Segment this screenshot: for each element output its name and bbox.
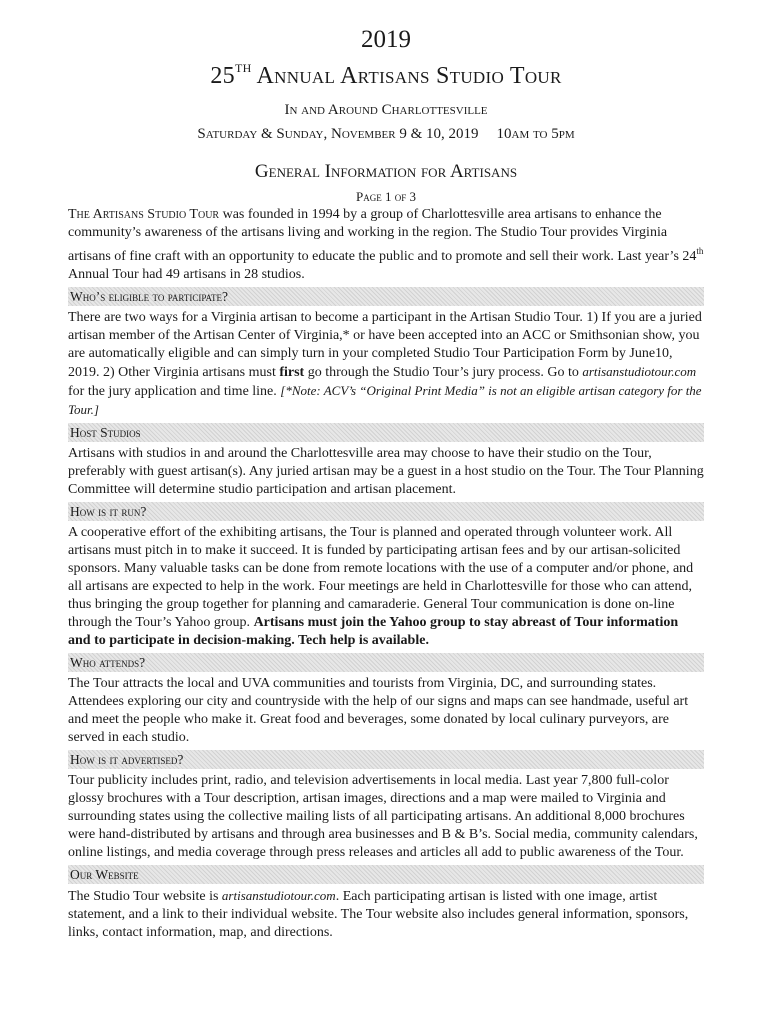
- header-time: 10am to 5pm: [496, 126, 575, 142]
- run-text: A cooperative effort of the exhibiting artisans, the Tour is planned and operated through volunteer work. All artisans must pitch in to make it succeed. It is funded by participating artisan fees and by our artisan-solicited sponsors. Many valuable tasks can be done from remote locations with the use of a computer and/or phone, and all artisans are expected to help in the work. Four meetings are held in Charlottesville for those who can attend, thus bringing the group together for planning and camaraderie. General Tour communication is done on-line through the Tour’s Yahoo group.: [68, 525, 694, 630]
- website-reference: artisanstudiotour.com: [221, 888, 336, 903]
- intro-ordinal: th: [696, 246, 704, 256]
- document-header: [68, 26, 704, 206]
- website-reference: artisanstudiotour.com: [582, 364, 697, 379]
- section-heading-host: Host Studios: [68, 423, 704, 442]
- eligible-note: [*Note: ACV’s “Original Print Media” is not an eligible artisan category for the Tour.]: [68, 383, 702, 417]
- page-number: Page 1 of 3: [356, 189, 416, 204]
- title-text: Annual Artisans Studio Tour: [256, 63, 562, 89]
- section-body-eligible: [68, 309, 704, 420]
- header-location: In and Around Charlottesville: [284, 102, 488, 118]
- section-body-attends: The Tour attracts the local and UVA communities and tourists from Virginia, DC, and surrounding states. Attendees exploring our city and countryside with the help of our signs and maps can see handmade, useful art and meet the people who make it. Great food and beverages, some donated by local culinary purveyors, are served in each studio.: [68, 676, 689, 745]
- title-ordinal: TH: [234, 61, 252, 75]
- title-number: 25: [210, 63, 235, 89]
- section-heading-run: How is it run?: [68, 502, 704, 521]
- run-bold: Artisans must join the Yahoo group to stay abreast of Tour information and to participate in decision-making. Tech help is available.: [68, 615, 679, 648]
- section-body-website: [68, 887, 704, 942]
- section-body-advertised: Tour publicity includes print, radio, and television advertisements in local media. Last year 7,800 full-color glossy brochures with a Tour description, artisan images, directions and a map were mailed to Virginia and surrounding states using the collective mailing lists of all participating artisans. An additional 8,000 brochures were hand-distributed by artisans and through area businesses and B & B’s. Social media, community calendars, online listings, and media coverage through press releases and articles all add to public awareness of the Tour.: [68, 773, 698, 860]
- header-title: [68, 54, 704, 90]
- header-dates-line: [68, 124, 704, 144]
- intro-paragraph: [68, 206, 704, 284]
- section-heading-advertised: How is it advertised?: [68, 750, 704, 769]
- intro-text-b: Annual Tour had 49 artisans in 28 studios.: [68, 267, 305, 282]
- eligible-bold: first: [279, 365, 305, 380]
- section-heading-eligible: Who’s eligible to participate?: [68, 287, 704, 306]
- eligible-text-b: go through the Studio Tour’s jury process. Go to: [304, 365, 583, 380]
- section-heading-attends: Who attends?: [68, 653, 704, 672]
- section-body-run: [68, 524, 704, 650]
- document-title: General Information for Artisans: [254, 161, 518, 182]
- website-text-b: . Each participating artisan is listed with one image, artist statement, and a link to their individual website. The Tour website also includes general information, sponsors, links, contact information, map, and directions.: [68, 889, 689, 940]
- eligible-text-a: There are two ways for a Virginia artisan to become a participant in the Artisan Studio Tour. 1) If you are a juried artisan member of the Artisan Center of Virginia,* or have been accepted into an ACC or Smithsonian show, you are automatically eligible and can simply turn in your completed Studio Tour Participation Form by June10, 2019. 2) Other Virginia artisans must: [68, 310, 702, 380]
- eligible-text-c: for the jury application and time line.: [68, 384, 281, 399]
- section-body-host: Artisans with studios in and around the Charlottesville area may choose to have their studio on the Tour, preferably with guest artisan(s). Any juried artisan may be a guest in a host studio on the Tour. The Tour Planning Committee will determine studio participation and artisan placement.: [68, 446, 704, 497]
- intro-lead: The Artisans Studio Tour: [68, 207, 220, 222]
- website-text-a: The Studio Tour website is: [68, 889, 222, 904]
- header-year: 2019: [361, 26, 411, 53]
- header-dates: Saturday & Sunday, November 9 & 10, 2019: [197, 126, 479, 142]
- intro-text-a: was founded in 1994 by a group of Charlottesville area artisans to enhance the community’s awareness of the artisans living and working in the region. The Studio Tour provides Virginia artisans of fine craft with an opportunity to educate the public and to promote and sell their work. Last year’s 24: [68, 207, 697, 264]
- section-heading-website: Our Website: [68, 865, 704, 884]
